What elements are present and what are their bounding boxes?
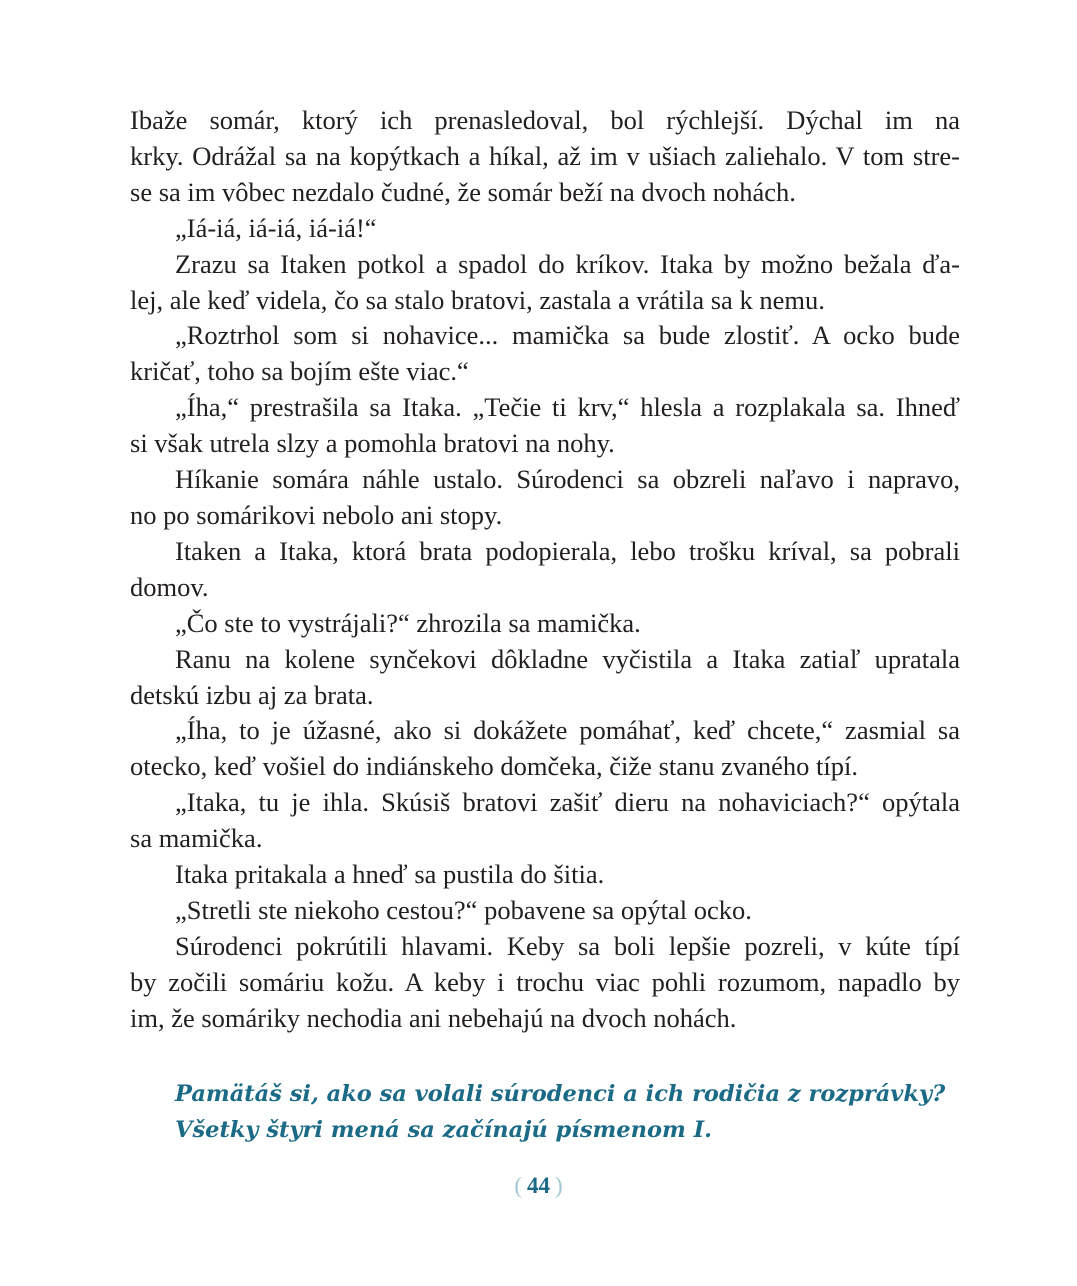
story-line: „Roztrhol som si nohavice... mamička sa bude zlostiť. A ocko bude [175,320,960,351]
page-number-value: 44 [527,1173,550,1198]
story-paragraph [130,211,960,247]
story-paragraph [130,642,960,714]
story-line: no po somárikovi nebolo ani stopy. [130,499,503,530]
story-line: im, že somáriky nechodia ani nebehajú na dvoch nohách. [130,1002,737,1033]
story-line: si však utrela slzy a pomohla bratovi na nohy. [130,428,615,459]
story-line: sa mamička. [130,823,263,854]
story-paragraph [130,857,960,893]
story-line: Ibaže somár, ktorý ich prenasledoval, bol rýchlejší. Dýchal im na [130,105,960,135]
story-paragraph [130,713,960,785]
story-line: Ranu na kolene synčekovi dôkladne vyčistila a Itaka zatiaľ upratala [175,643,960,674]
story-line: Itaken a Itaka, ktorá brata podopierala, lebo trošku kríval, sa pobrali [175,535,960,566]
story-paragraph [130,390,960,462]
reading-question [175,1076,955,1148]
story-line: „Íha,“ prestrašila sa Itaka. „Tečie ti krv,“ hlesla a rozplakala sa. Ihneď [175,392,960,423]
question-line: Pamätáš si, ako sa volali súrodenci a ich rodičia z rozprávky? [175,1081,946,1107]
story-paragraph [130,606,960,642]
story-line: kričať, toho sa bojím ešte viac.“ [130,356,469,387]
story-line: „Itaka, tu je ihla. Skúsiš bratovi zašiť dieru na nohaviciach?“ opýtala [175,787,960,818]
question-line: Všetky štyri mená sa začínajú písmenom I. [175,1117,712,1143]
story-paragraph [130,462,960,534]
story-paragraph [130,534,960,606]
story-line: Zrazu sa Itaken potkol a spadol do kríkov. Itaka by možno bežala ďa- [175,248,960,279]
story-line: detskú izbu aj za brata. [130,679,374,710]
story-line: lej, ale keď videla, čo sa stalo bratovi, zastala a vrátila sa k nemu. [130,284,825,315]
story-line: „Iá-iá, iá-iá, iá-iá!“ [175,212,377,243]
story-line: Itaka pritakala a hneď sa pustila do šitia. [175,859,605,890]
story-line: Súrodenci pokrútili hlavami. Keby sa boli lepšie pozreli, v kúte típí [175,930,960,961]
story-line: domov. [130,571,209,602]
story-line: se sa im vôbec nezdalo čudné, že somár beží na dvoch nohách. [130,176,796,207]
story-line: „Stretli ste niekoho cestou?“ pobavene sa opýtal ocko. [175,894,752,925]
story-line: „Íha, to je úžasné, ako si dokážete pomáhať, keď chcete,“ zasmial sa [175,715,960,746]
story-line: Híkanie somára náhle ustalo. Súrodenci sa obzreli naľavo i napravo, [175,464,960,495]
story-line: krky. Odrážal sa na kopýtkach a híkal, až im v ušiach zaliehalo. V tom stre- [130,140,960,171]
page-number-open-paren: ( [514,1173,522,1198]
story-line: „Čo ste to vystrájali?“ zhrozila sa mamička. [175,607,641,638]
story-paragraph [130,103,960,211]
page-number-close-paren: ) [555,1173,563,1198]
story-line: otecko, keď vošiel do indiánskeho domčeka, čiže stanu zvaného típí. [130,751,858,782]
story-line: by zočili somáriu kožu. A keby i trochu viac pohli rozumom, napadlo by [130,966,960,997]
story-paragraph [130,785,960,857]
story-text [130,103,960,1037]
page-number [0,1173,1077,1199]
story-paragraph [130,929,960,1037]
story-paragraph [130,318,960,390]
story-paragraph [130,893,960,929]
story-paragraph [130,247,960,319]
